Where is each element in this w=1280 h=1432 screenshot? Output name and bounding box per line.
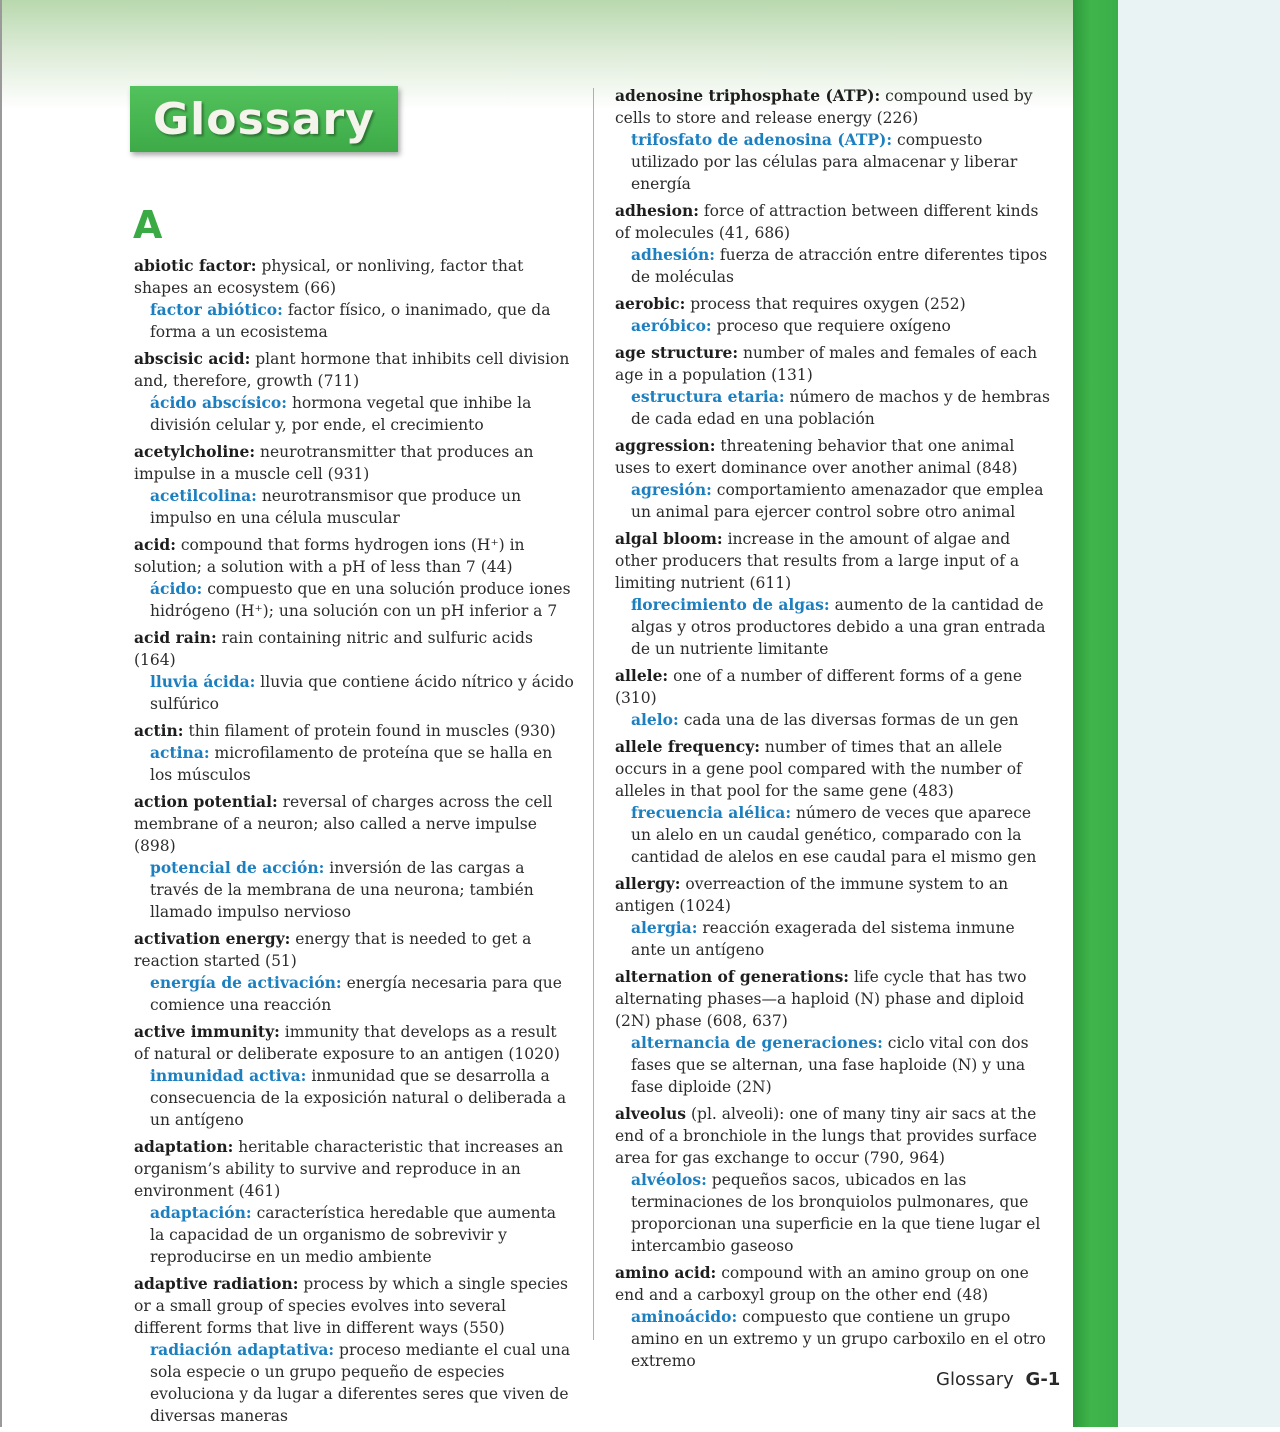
term-english: allele:: [615, 666, 669, 685]
definition-english: increase in the amount of algae and other producers that results from a large input of a limiting nutrient (611): [615, 530, 1020, 592]
entry-spanish: [615, 386, 1053, 430]
term-english: action potential:: [134, 792, 278, 811]
definition-spanish: neurotransmisor que produce un impulso en una célula muscular: [150, 487, 522, 527]
entry-english: [134, 791, 574, 857]
glossary-entry: [615, 1103, 1053, 1257]
definition-english: reversal of charges across the cell membrane of a neuron; also called a nerve impulse (898): [134, 793, 553, 855]
entry-spanish: [134, 671, 574, 715]
glossary-entry: [615, 665, 1053, 731]
green-side-strip: [1073, 0, 1118, 1427]
glossary-entry: [134, 255, 574, 343]
glossary-entry: [615, 293, 1053, 337]
glossary-entry: [134, 348, 574, 436]
glossary-entry: [615, 528, 1053, 660]
page-footer: [936, 1369, 1060, 1395]
definition-english: energy that is needed to get a reaction started (51): [134, 930, 532, 970]
term-spanish: alergia:: [631, 918, 698, 937]
definition-spanish: microfilamento de proteína que se halla en los músculos: [150, 744, 553, 784]
page-number: G-1: [1025, 1369, 1061, 1390]
definition-english: plant hormone that inhibits cell division and, therefore, growth (711): [134, 350, 570, 390]
term-english: age structure:: [615, 343, 739, 362]
definition-english: compound that forms hydrogen ions (H⁺) in solution; a solution with a pH of less than 7 (44): [134, 536, 525, 576]
term-english: actin:: [134, 721, 184, 740]
definition-english: one of a number of different forms of a gene (310): [615, 667, 1023, 707]
entry-spanish: [615, 1032, 1053, 1098]
definition-spanish: aumento de la cantidad de algas y otros productores debido a una gran entrada de un nutriente limitante: [631, 596, 1046, 658]
glossary-entry: [615, 736, 1053, 868]
term-spanish: potencial de acción:: [150, 858, 325, 877]
term-english: abiotic factor:: [134, 256, 257, 275]
term-english: adhesion:: [615, 201, 699, 220]
entry-spanish: [615, 1306, 1053, 1372]
definition-english: process that requires oxygen (252): [690, 295, 966, 313]
term-spanish: lluvia ácida:: [150, 672, 256, 691]
entry-spanish: [615, 1169, 1053, 1257]
definition-spanish: proceso mediante el cual una sola especie o un grupo pequeño de especies evoluciona y da lugar a diferentes seres que viven de diversas maneras: [150, 1341, 571, 1425]
page-title: Glossary: [153, 93, 375, 145]
entry-spanish: [615, 315, 1053, 337]
definition-english: heritable characteristic that increases an organism’s ability to survive and reproduce in an environment (461): [134, 1138, 564, 1200]
term-english: allele frequency:: [615, 737, 760, 756]
entry-english: [134, 928, 574, 972]
entry-spanish: [615, 129, 1053, 195]
entry-english: [134, 627, 574, 671]
glossary-entry: [134, 1136, 574, 1268]
entry-english: [615, 873, 1053, 917]
term-english: acid rain:: [134, 628, 217, 647]
definition-spanish: característica heredable que aumenta la capacidad de un organismo de sobrevivir y reproducirse en un medio ambiente: [150, 1204, 557, 1266]
entry-english: [615, 435, 1053, 479]
term-spanish: aeróbico:: [631, 316, 712, 335]
page-left-edge: [0, 0, 2, 1427]
entry-spanish: [134, 1065, 574, 1131]
term-english: adaptive radiation:: [134, 1274, 299, 1293]
entry-spanish: [134, 299, 574, 343]
glossary-entry: [615, 435, 1053, 523]
outer-margin: [1118, 0, 1280, 1427]
term-spanish: aminoácido:: [631, 1307, 738, 1326]
definition-spanish: proceso que requiere oxígeno: [716, 317, 951, 335]
section-letter: A: [133, 203, 163, 247]
entry-english: [615, 200, 1053, 244]
entry-spanish: [615, 709, 1053, 731]
glossary-entry: [615, 1262, 1053, 1372]
term-spanish: ácido:: [150, 579, 203, 598]
entry-english: [134, 720, 574, 742]
term-english: amino acid:: [615, 1263, 717, 1282]
term-english: abscisic acid:: [134, 349, 251, 368]
definition-english: process by which a single species or a small group of species evolves into several different forms that live in different ways (550): [134, 1275, 568, 1337]
entry-english: [134, 441, 574, 485]
term-english: alveolus: [615, 1104, 687, 1123]
glossary-entry: [615, 85, 1053, 195]
definition-english: life cycle that has two alternating phases—a haploid (N) phase and diploid (2N) phase (608, 637): [615, 968, 1027, 1030]
definition-spanish: inversión de las cargas a través de la membrana de una neurona; también llamado impulso nervioso: [150, 859, 534, 921]
entry-english: [134, 1021, 574, 1065]
definition-spanish: hormona vegetal que inhibe la división celular y, por ende, el crecimiento: [150, 394, 532, 434]
entry-english: [134, 534, 574, 578]
definition-spanish: inmunidad que se desarrolla a consecuencia de la exposición natural o deliberada a un antígeno: [150, 1067, 567, 1129]
term-english: aerobic:: [615, 294, 686, 313]
term-english: adenosine triphosphate (ATP):: [615, 86, 881, 105]
entry-english: [134, 1273, 574, 1339]
entry-spanish: [134, 392, 574, 436]
definition-english: compound used by cells to store and release energy (226): [615, 87, 1033, 127]
glossary-entry: [134, 627, 574, 715]
definition-spanish: comportamiento amenazador que emplea un animal para ejercer control sobre otro animal: [631, 481, 1044, 521]
term-english: algal bloom:: [615, 529, 723, 548]
term-spanish: adaptación:: [150, 1203, 252, 1222]
glossary-entry: [615, 966, 1053, 1098]
definition-spanish: cada una de las diversas formas de un gen: [683, 711, 1019, 729]
definition-spanish: compuesto que contiene un grupo amino en un extremo y un grupo carboxilo en el otro extremo: [631, 1308, 1046, 1370]
term-spanish: actina:: [150, 743, 210, 762]
left-column: [134, 255, 574, 1432]
definition-english: threatening behavior that one animal uses to exert dominance over another animal (848): [615, 437, 1018, 477]
term-english: active immunity:: [134, 1022, 280, 1041]
definition-english: number of times that an allele occurs in a gene pool compared with the number of alleles in that pool for the same gene (483): [615, 738, 1022, 800]
definition-english: thin filament of protein found in muscles (930): [188, 722, 556, 740]
term-spanish: acetilcolina:: [150, 486, 257, 505]
definition-english: neurotransmitter that produces an impulse in a muscle cell (931): [134, 443, 534, 483]
definition-english: overreaction of the immune system to an antigen (1024): [615, 875, 1009, 915]
entry-english: [615, 736, 1053, 802]
term-spanish: energía de activación:: [150, 973, 342, 992]
entry-spanish: [615, 802, 1053, 868]
entry-english: [615, 342, 1053, 386]
term-english: alternation of generations:: [615, 967, 850, 986]
entry-spanish: [134, 972, 574, 1016]
entry-spanish: [134, 578, 574, 622]
term-spanish: factor abiótico:: [150, 300, 283, 319]
definition-spanish: fuerza de atracción entre diferentes tipos de moléculas: [631, 246, 1048, 286]
definition-english: number of males and females of each age in a population (131): [615, 344, 1038, 384]
definition-english: compound with an amino group on one end and a carboxyl group on the other end (48): [615, 1264, 1029, 1304]
term-english: acetylcholine:: [134, 442, 256, 461]
glossary-entry: [615, 200, 1053, 288]
glossary-entry: [134, 534, 574, 622]
entry-spanish: [134, 485, 574, 529]
entry-spanish: [134, 1339, 574, 1427]
term-spanish: alternancia de generaciones:: [631, 1033, 883, 1052]
glossary-entry: [134, 791, 574, 923]
entry-english: [615, 1103, 1053, 1169]
entry-english: [615, 528, 1053, 594]
entry-spanish: [615, 917, 1053, 961]
glossary-entry: [615, 873, 1053, 961]
definition-spanish: número de veces que aparece un alelo en un caudal genético, comparado con la cantidad de alelos en ese caudal para el mismo gen: [631, 804, 1037, 866]
definition-spanish: número de machos y de hembras de cada edad en una población: [631, 388, 1050, 428]
definition-spanish: factor físico, o inanimado, que da forma a un ecosistema: [150, 301, 551, 341]
term-spanish: ácido abscísico:: [150, 393, 287, 412]
entry-english: [615, 665, 1053, 709]
entry-english: [615, 85, 1053, 129]
definition-spanish: energía necesaria para que comience una reacción: [150, 974, 562, 1014]
glossary-entry: [134, 1273, 574, 1427]
term-spanish: alelo:: [631, 710, 679, 729]
definition-english: immunity that develops as a result of natural or deliberate exposure to an antigen (1020): [134, 1023, 560, 1063]
definition-english: (pl. alveoli): one of many tiny air sacs at the end of a bronchiole in the lungs that provides surface area for gas exchange to occur (790, 964): [615, 1105, 1037, 1167]
term-spanish: radiación adaptativa:: [150, 1340, 335, 1359]
entry-english: [134, 255, 574, 299]
glossary-entry: [615, 342, 1053, 430]
definition-spanish: compuesto que en una solución produce iones hidrógeno (H⁺); una solución con un pH inferior a 7: [150, 580, 571, 620]
term-spanish: trifosfato de adenosina (ATP):: [631, 130, 893, 149]
entry-spanish: [615, 244, 1053, 288]
term-spanish: adhesión:: [631, 245, 715, 264]
glossary-entry: [134, 720, 574, 786]
footer-label: Glossary: [936, 1369, 1014, 1390]
definition-spanish: reacción exagerada del sistema inmune ante un antígeno: [631, 919, 1015, 959]
term-spanish: florecimiento de algas:: [631, 595, 830, 614]
glossary-entry: [134, 1021, 574, 1131]
definition-english: force of attraction between different kinds of molecules (41, 686): [615, 202, 1039, 242]
glossary-entry: [134, 928, 574, 1016]
entry-spanish: [134, 742, 574, 786]
term-spanish: alvéolos:: [631, 1170, 707, 1189]
term-english: adaptation:: [134, 1137, 234, 1156]
entry-english: [134, 348, 574, 392]
term-spanish: inmunidad activa:: [150, 1066, 307, 1085]
entry-spanish: [615, 594, 1053, 660]
definition-spanish: pequeños sacos, ubicados en las terminaciones de los bronquiolos pulmonares, que proporcionan una superficie en la que tiene lugar el intercambio gaseoso: [631, 1171, 1041, 1255]
term-spanish: estructura etaria:: [631, 387, 785, 406]
entry-english: [134, 1136, 574, 1202]
term-english: activation energy:: [134, 929, 291, 948]
glossary-entry: [134, 441, 574, 529]
entry-spanish: [134, 857, 574, 923]
definition-english: rain containing nitric and sulfuric acids (164): [134, 629, 533, 669]
entry-spanish: [615, 479, 1053, 523]
column-divider: [593, 88, 594, 1340]
term-english: allergy:: [615, 874, 681, 893]
glossary-title-banner: [130, 86, 398, 152]
entry-spanish: [134, 1202, 574, 1268]
entry-english: [615, 1262, 1053, 1306]
definition-spanish: compuesto utilizado por las células para almacenar y liberar energía: [631, 131, 1018, 193]
entry-english: [615, 293, 1053, 315]
term-english: aggression:: [615, 436, 716, 455]
definition-english: physical, or nonliving, factor that shapes an ecosystem (66): [134, 257, 524, 297]
right-column: [615, 85, 1053, 1377]
term-spanish: agresión:: [631, 480, 712, 499]
term-english: acid:: [134, 535, 176, 554]
definition-spanish: lluvia que contiene ácido nítrico y ácido sulfúrico: [150, 673, 574, 713]
term-spanish: frecuencia alélica:: [631, 803, 792, 822]
entry-english: [615, 966, 1053, 1032]
definition-spanish: ciclo vital con dos fases que se alternan, una fase haploide (N) y una fase diploide (2N): [631, 1034, 1029, 1096]
